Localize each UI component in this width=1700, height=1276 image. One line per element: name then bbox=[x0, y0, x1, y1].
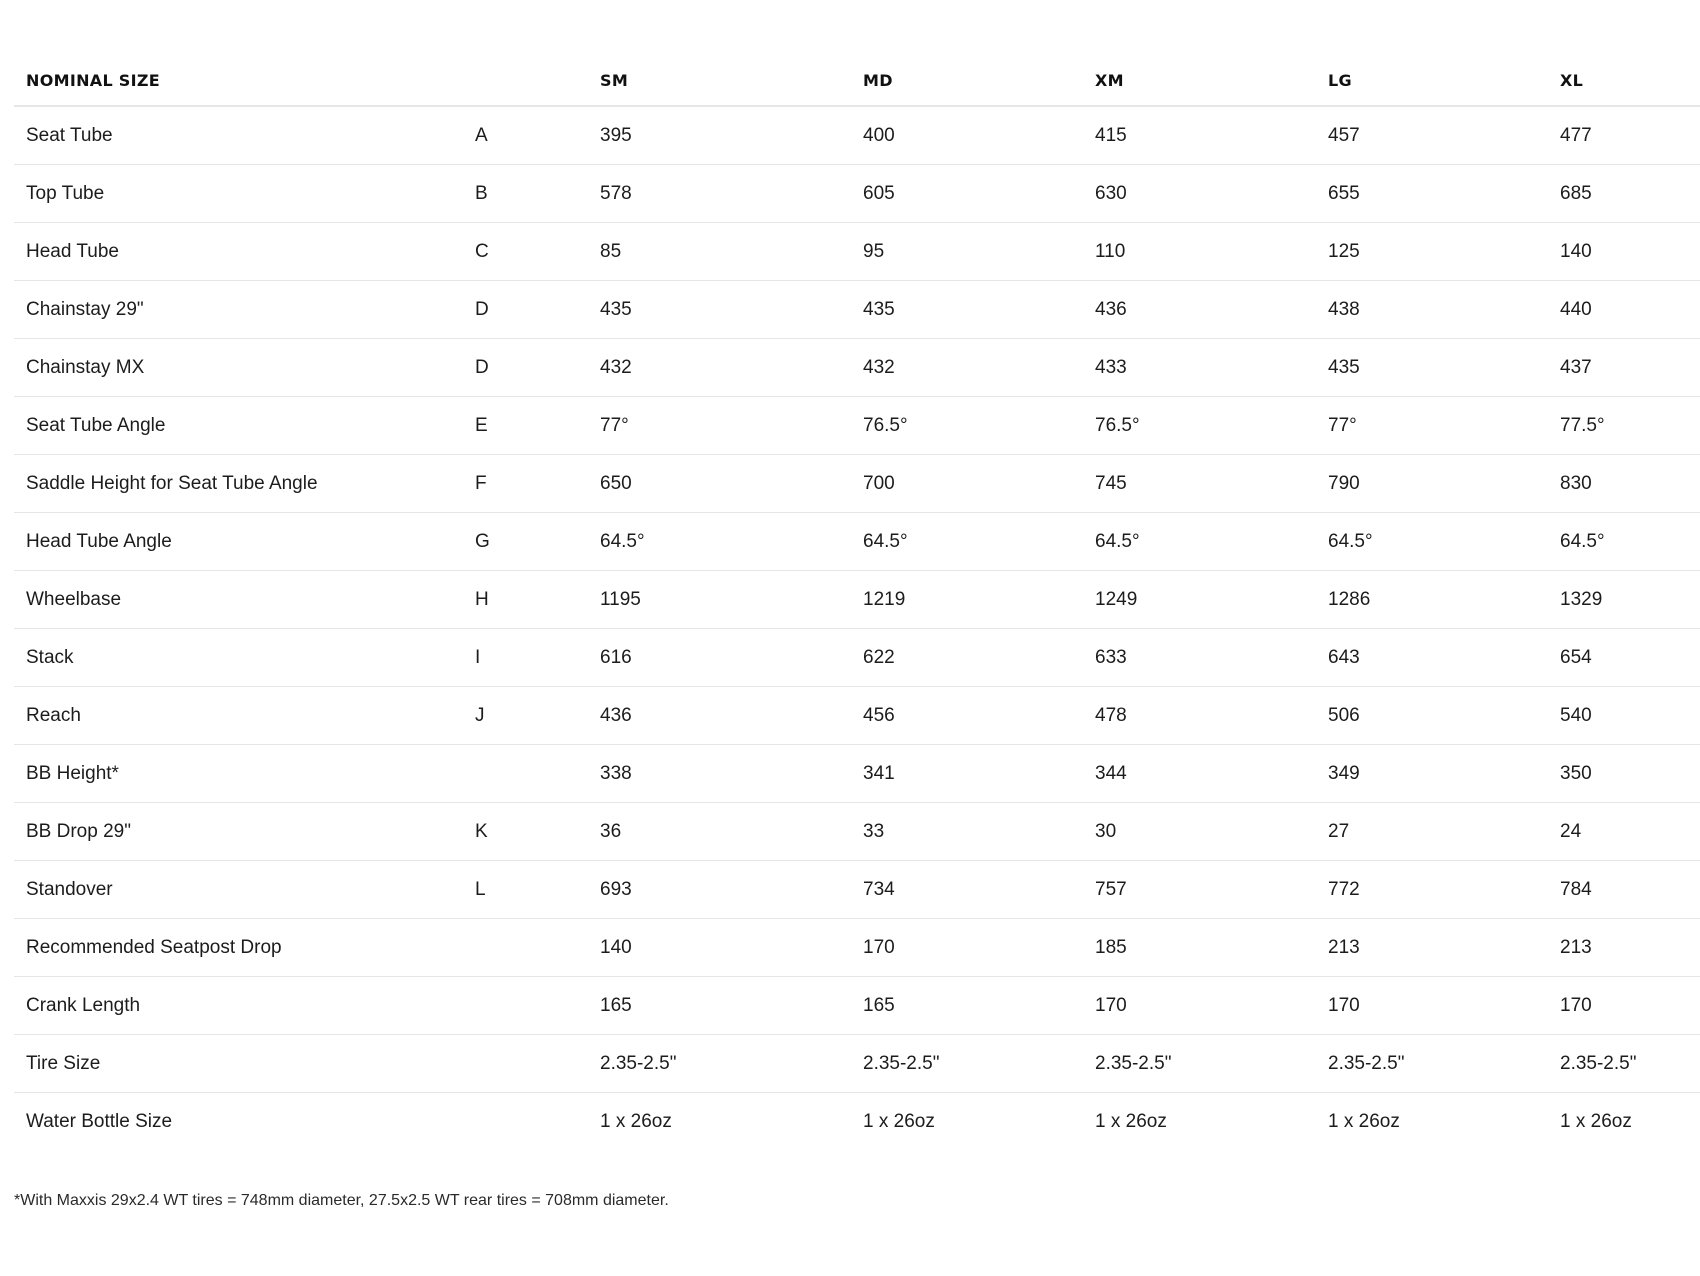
cell-sm: 436 bbox=[588, 687, 851, 745]
row-label: BB Height* bbox=[14, 745, 463, 803]
cell-xl: 1329 bbox=[1548, 571, 1700, 629]
cell-xm: 30 bbox=[1083, 803, 1316, 861]
table-row bbox=[14, 571, 1700, 629]
cell-md: 432 bbox=[851, 339, 1083, 397]
cell-xl: 685 bbox=[1548, 165, 1700, 223]
cell-sm: 435 bbox=[588, 281, 851, 339]
cell-xm: 1 x 26oz bbox=[1095, 1110, 1167, 1132]
header-size-xm: XM bbox=[1083, 56, 1316, 106]
geometry-table-container bbox=[14, 56, 1700, 1150]
cell-sm: 36 bbox=[588, 803, 851, 861]
cell-md: 341 bbox=[851, 745, 1083, 803]
cell-xm: 170 bbox=[1083, 977, 1316, 1035]
cell-lg: 643 bbox=[1316, 629, 1548, 687]
cell-sm: 165 bbox=[588, 977, 851, 1035]
cell-xm: 757 bbox=[1083, 861, 1316, 919]
row-letter bbox=[463, 977, 588, 1035]
row-label: Water Bottle Size bbox=[26, 1110, 173, 1132]
cell-lg: 457 bbox=[1316, 106, 1548, 165]
cell-xm: 1249 bbox=[1083, 571, 1316, 629]
row-letter: D bbox=[463, 281, 588, 339]
cell-sm: 650 bbox=[588, 455, 851, 513]
row-label: Tire Size bbox=[14, 1035, 463, 1093]
cell-md: 622 bbox=[851, 629, 1083, 687]
row-letter: A bbox=[463, 106, 588, 165]
table-row bbox=[14, 223, 1700, 281]
row-label: Chainstay 29" bbox=[14, 281, 463, 339]
table-row bbox=[14, 281, 1700, 339]
header-nominal-size: NOMINAL SIZE bbox=[14, 56, 463, 106]
row-label: Head Tube bbox=[14, 223, 463, 281]
cell-xl: 784 bbox=[1548, 861, 1700, 919]
cell-lg: 655 bbox=[1316, 165, 1548, 223]
cell-md: 2.35-2.5" bbox=[851, 1035, 1083, 1093]
cell-xm: 64.5° bbox=[1083, 513, 1316, 571]
cell-lg: 438 bbox=[1316, 281, 1548, 339]
table-row bbox=[14, 165, 1700, 223]
table-row bbox=[14, 977, 1700, 1035]
cell-xl: 64.5° bbox=[1548, 513, 1700, 571]
cell-lg: 77° bbox=[1316, 397, 1548, 455]
cell-xm: 478 bbox=[1083, 687, 1316, 745]
row-letter: G bbox=[463, 513, 588, 571]
row-letter: E bbox=[463, 397, 588, 455]
cell-xl: 1 x 26oz bbox=[1560, 1110, 1632, 1132]
row-letter bbox=[463, 1035, 588, 1093]
cell-xl: 213 bbox=[1548, 919, 1700, 977]
table-row bbox=[14, 106, 1700, 165]
cell-xm: 630 bbox=[1083, 165, 1316, 223]
cell-xm: 344 bbox=[1083, 745, 1316, 803]
row-letter: B bbox=[463, 165, 588, 223]
row-letter: K bbox=[463, 803, 588, 861]
header-size-md: MD bbox=[851, 56, 1083, 106]
cell-lg: 2.35-2.5" bbox=[1316, 1035, 1548, 1093]
cell-md: 700 bbox=[851, 455, 1083, 513]
cell-md: 456 bbox=[851, 687, 1083, 745]
table-body bbox=[14, 106, 1700, 1150]
cell-xl: 437 bbox=[1548, 339, 1700, 397]
cell-md: 170 bbox=[851, 919, 1083, 977]
cell-xl: 830 bbox=[1548, 455, 1700, 513]
cell-md: 64.5° bbox=[851, 513, 1083, 571]
cell-xl: 440 bbox=[1548, 281, 1700, 339]
row-letter: C bbox=[463, 223, 588, 281]
cell-lg: 27 bbox=[1316, 803, 1548, 861]
cell-sm: 77° bbox=[588, 397, 851, 455]
cell-sm: 616 bbox=[588, 629, 851, 687]
cell-md: 33 bbox=[851, 803, 1083, 861]
cell-xl: 2.35-2.5" bbox=[1548, 1035, 1700, 1093]
row-label: Recommended Seatpost Drop bbox=[14, 919, 463, 977]
cell-md: 435 bbox=[851, 281, 1083, 339]
cell-lg: 213 bbox=[1316, 919, 1548, 977]
row-label: Standover bbox=[14, 861, 463, 919]
cell-sm: 140 bbox=[588, 919, 851, 977]
cell-md: 95 bbox=[851, 223, 1083, 281]
table-row bbox=[14, 339, 1700, 397]
cell-sm: 693 bbox=[588, 861, 851, 919]
cell-md: 1 x 26oz bbox=[863, 1110, 935, 1132]
cell-xl: 170 bbox=[1548, 977, 1700, 1035]
table-row bbox=[14, 397, 1700, 455]
cell-md: 605 bbox=[851, 165, 1083, 223]
cell-xl: 140 bbox=[1548, 223, 1700, 281]
row-letter: D bbox=[463, 339, 588, 397]
cell-sm: 1 x 26oz bbox=[600, 1110, 672, 1132]
cell-lg: 506 bbox=[1316, 687, 1548, 745]
cell-xl: 77.5° bbox=[1548, 397, 1700, 455]
cell-xm: 76.5° bbox=[1083, 397, 1316, 455]
cell-lg: 435 bbox=[1316, 339, 1548, 397]
cell-xm: 415 bbox=[1083, 106, 1316, 165]
cell-md: 400 bbox=[851, 106, 1083, 165]
cell-sm: 338 bbox=[588, 745, 851, 803]
cell-sm: 85 bbox=[588, 223, 851, 281]
row-label: Stack bbox=[14, 629, 463, 687]
cell-lg: 125 bbox=[1316, 223, 1548, 281]
cell-md: 734 bbox=[851, 861, 1083, 919]
cell-sm: 432 bbox=[588, 339, 851, 397]
table-row bbox=[14, 513, 1700, 571]
table-row bbox=[14, 1035, 1700, 1093]
row-letter: I bbox=[463, 629, 588, 687]
row-label: BB Drop 29" bbox=[14, 803, 463, 861]
cell-sm: 395 bbox=[588, 106, 851, 165]
cell-xm: 433 bbox=[1083, 339, 1316, 397]
row-label: Head Tube Angle bbox=[14, 513, 463, 571]
cell-sm: 64.5° bbox=[588, 513, 851, 571]
cell-lg: 64.5° bbox=[1316, 513, 1548, 571]
row-label: Top Tube bbox=[14, 165, 463, 223]
table-row bbox=[14, 803, 1700, 861]
row-label: Reach bbox=[14, 687, 463, 745]
cell-xl: 540 bbox=[1548, 687, 1700, 745]
row-letter bbox=[463, 1093, 588, 1151]
geometry-table bbox=[14, 56, 1700, 1150]
cell-lg: 349 bbox=[1316, 745, 1548, 803]
header-size-sm: SM bbox=[588, 56, 851, 106]
cell-md: 165 bbox=[851, 977, 1083, 1035]
row-label: Saddle Height for Seat Tube Angle bbox=[14, 455, 463, 513]
cell-lg: 1 x 26oz bbox=[1328, 1110, 1400, 1132]
cell-xm: 745 bbox=[1083, 455, 1316, 513]
cell-md: 1219 bbox=[851, 571, 1083, 629]
row-letter: F bbox=[463, 455, 588, 513]
table-row bbox=[14, 1093, 1700, 1151]
row-letter bbox=[463, 745, 588, 803]
cell-lg: 772 bbox=[1316, 861, 1548, 919]
cell-xm: 633 bbox=[1083, 629, 1316, 687]
row-letter bbox=[463, 919, 588, 977]
cell-xl: 477 bbox=[1548, 106, 1700, 165]
header-letter bbox=[463, 56, 588, 106]
table-row bbox=[14, 629, 1700, 687]
row-letter: H bbox=[463, 571, 588, 629]
table-row bbox=[14, 455, 1700, 513]
footnote: *With Maxxis 29x2.4 WT tires = 748mm diameter, 27.5x2.5 WT rear tires = 708mm diameter. bbox=[14, 1192, 669, 1209]
cell-md: 76.5° bbox=[851, 397, 1083, 455]
cell-xl: 350 bbox=[1548, 745, 1700, 803]
cell-lg: 1286 bbox=[1316, 571, 1548, 629]
cell-lg: 170 bbox=[1316, 977, 1548, 1035]
row-letter: J bbox=[463, 687, 588, 745]
cell-sm: 578 bbox=[588, 165, 851, 223]
cell-xm: 2.35-2.5" bbox=[1083, 1035, 1316, 1093]
row-label: Seat Tube bbox=[14, 106, 463, 165]
table-row bbox=[14, 745, 1700, 803]
header-size-xl: XL bbox=[1548, 56, 1700, 106]
table-row bbox=[14, 919, 1700, 977]
table-row bbox=[14, 687, 1700, 745]
row-label: Wheelbase bbox=[14, 571, 463, 629]
cell-xm: 436 bbox=[1083, 281, 1316, 339]
cell-sm: 1195 bbox=[588, 571, 851, 629]
cell-lg: 790 bbox=[1316, 455, 1548, 513]
table-header-row bbox=[14, 56, 1700, 106]
table-row bbox=[14, 861, 1700, 919]
cell-xm: 185 bbox=[1083, 919, 1316, 977]
row-label: Crank Length bbox=[14, 977, 463, 1035]
row-label: Chainstay MX bbox=[14, 339, 463, 397]
cell-xl: 24 bbox=[1548, 803, 1700, 861]
cell-xl: 654 bbox=[1548, 629, 1700, 687]
cell-xm: 110 bbox=[1083, 223, 1316, 281]
row-letter: L bbox=[463, 861, 588, 919]
cell-sm: 2.35-2.5" bbox=[588, 1035, 851, 1093]
header-size-lg: LG bbox=[1316, 56, 1548, 106]
row-label: Seat Tube Angle bbox=[14, 397, 463, 455]
